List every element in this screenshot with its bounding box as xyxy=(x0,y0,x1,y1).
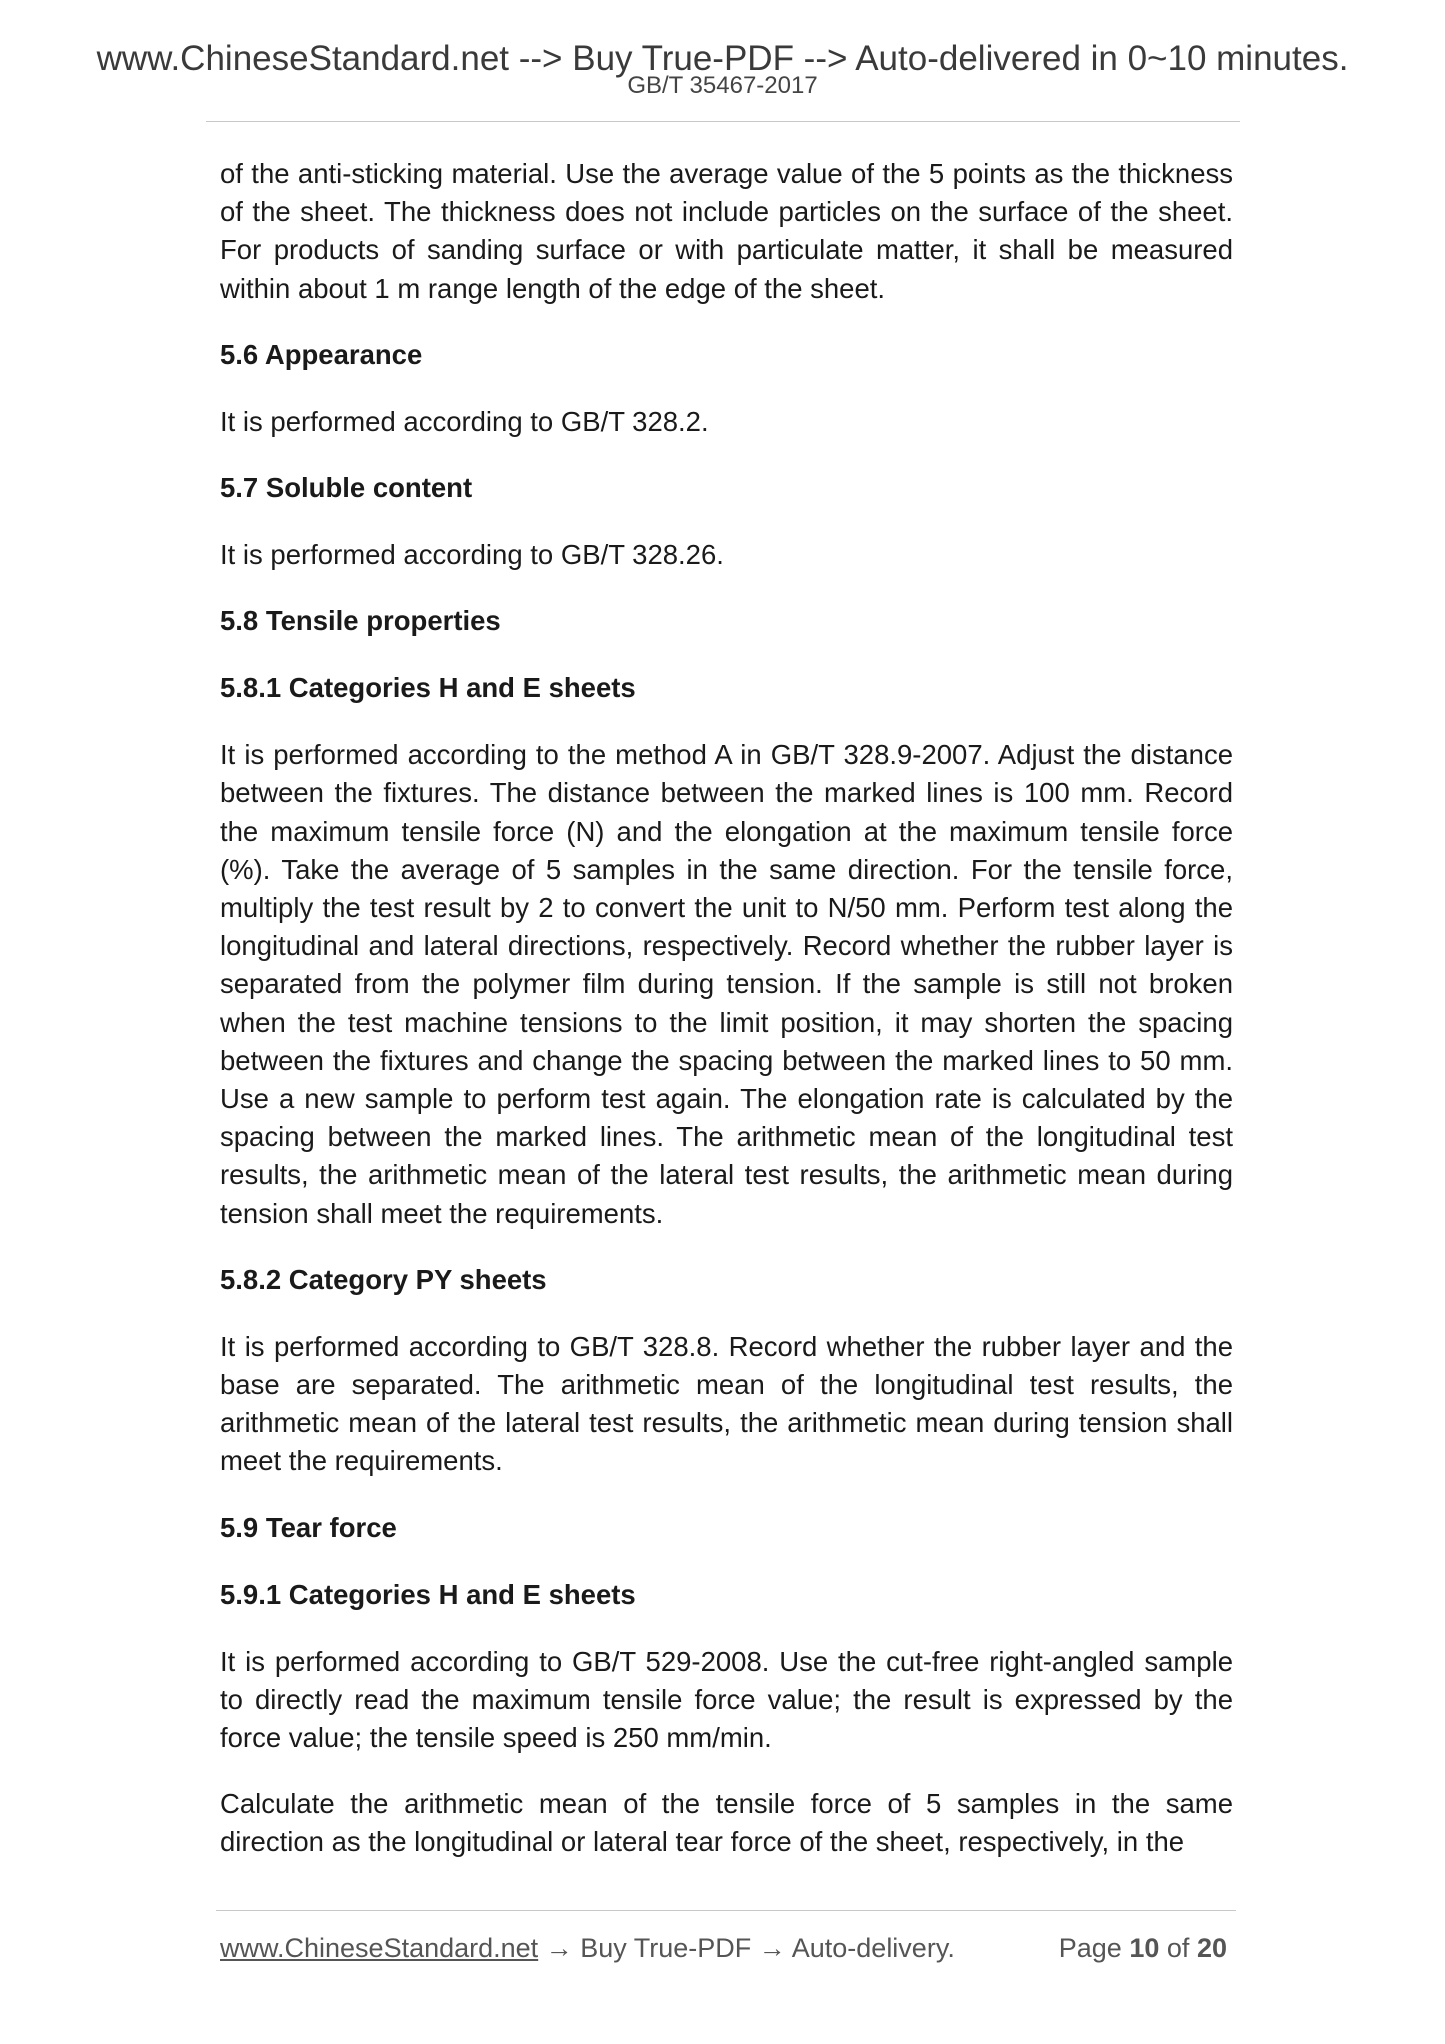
paragraph-thickness-continued: of the anti-sticking material. Use the average value of the 5 points as the thickness of the sheet. The thickness does not include particles on the surface of the sheet. For products of sanding surface or with particulate matter, it shall be measured within about 1 m range length of the edge of the sheet. xyxy=(220,158,1233,304)
paragraph-5-8-1: It is performed according to the method A in GB/T 328.9-2007. Adjust the distance between the fixtures. The distance between the marked lines is 100 mm. Record the maximum tensile force (N) and the elongation at the maximum tensile force (%). Take the average of 5 samples in the same direction. For the tensile force, multiply the test result by 2 to convert the unit to N/50 mm. Perform test along the longitudinal and lateral directions, respectively. Record whether the rubber layer is separated from the polymer film during tension. If the sample is still not broken when the test machine tensions to the limit position, it may shorten the spacing between the fixtures and change the spacing between the marked lines to 50 mm. Use a new sample to perform test again. The elongation rate is calculated by the spacing between the marked lines. The arithmetic mean of the longitudinal test results, the arithmetic mean of the lateral test results, the arithmetic mean during tension shall meet the requirements. xyxy=(220,739,1233,1229)
page-of: of xyxy=(1166,1933,1190,1963)
heading-5-8-2: 5.8.2 Category PY sheets xyxy=(220,1263,547,1295)
heading-5-9-1: 5.9.1 Categories H and E sheets xyxy=(220,1578,636,1610)
paragraph-5-9-1-method: It is performed according to GB/T 529-2008. Use the cut-free right-angled sample to directly read the maximum tensile force value; the result is expressed by the force value; the tensile speed is 250 mm/min. xyxy=(220,1645,1233,1754)
header-divider xyxy=(206,121,1240,122)
paragraph-5-7: It is performed according to GB/T 328.26. xyxy=(220,539,724,571)
heading-5-7: 5.7 Soluble content xyxy=(220,472,473,504)
heading-5-6: 5.6 Appearance xyxy=(220,338,423,370)
page-label: Page xyxy=(1058,1933,1122,1963)
page-total: 20 xyxy=(1196,1933,1227,1963)
footer-site-link[interactable]: www.ChineseStandard.net xyxy=(220,1933,539,1963)
site-banner: www.ChineseStandard.net --> Buy True-PDF --> Auto-delivered in 0~10 minutes. xyxy=(96,39,1349,78)
footer-promo-text: → Buy True-PDF → Auto-delivery. xyxy=(538,1933,955,1963)
footer-promo xyxy=(220,1930,955,1966)
heading-5-8-1: 5.8.1 Categories H and E sheets xyxy=(220,672,636,704)
document-body xyxy=(220,155,1233,1890)
page-current: 10 xyxy=(1129,1933,1160,1963)
paragraph-5-8-2: It is performed according to GB/T 328.8. Record whether the rubber layer and the base are separated. The arithmetic mean of the longitudinal test results, the arithmetic mean of the lateral test results, the arithmetic mean during tension shall meet the requirements. xyxy=(220,1330,1233,1477)
paragraph-5-9-1-mean: Calculate the arithmetic mean of the tensile force of 5 samples in the same direction as the longitudinal or lateral tear force of the sheet, respectively, in the xyxy=(220,1788,1233,1858)
page-indicator xyxy=(1059,1930,1227,1966)
page-footer xyxy=(220,1930,1233,1966)
paragraph-5-6: It is performed according to GB/T 328.2. xyxy=(220,405,709,437)
document-code: GB/T 35467-2017 xyxy=(627,72,818,99)
heading-5-9: 5.9 Tear force xyxy=(220,1511,397,1543)
heading-5-8: 5.8 Tensile properties xyxy=(220,605,501,637)
footer-divider xyxy=(216,1910,1236,1911)
